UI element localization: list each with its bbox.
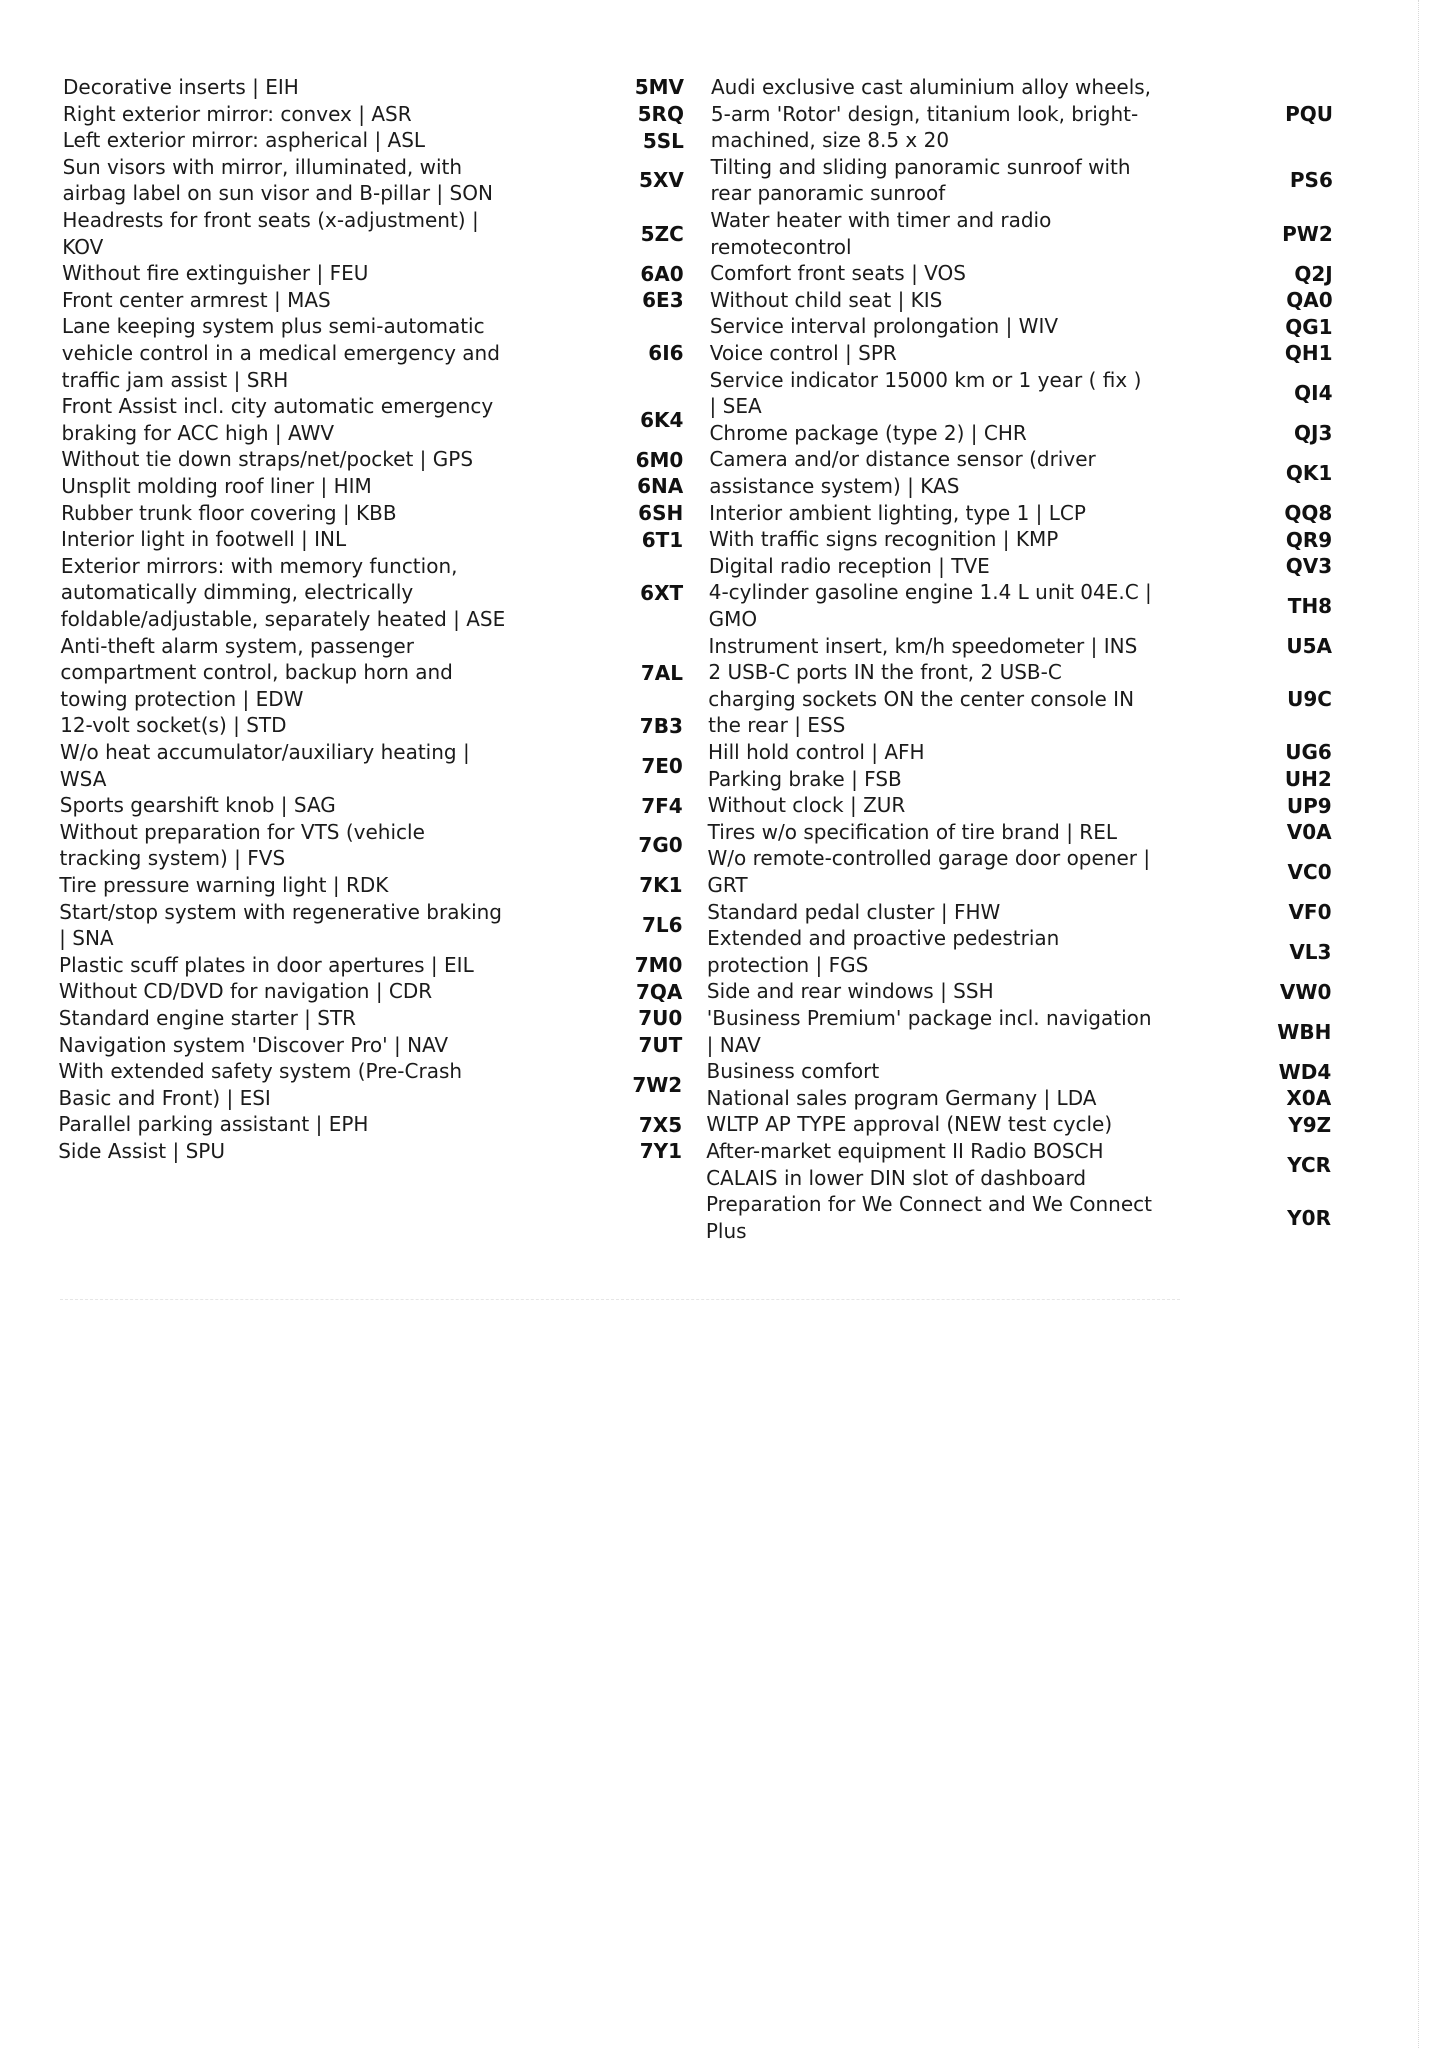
- option-code: 7F4: [641, 793, 683, 818]
- option-code: 7U0: [638, 1006, 683, 1031]
- option-code: 6SH: [638, 500, 684, 525]
- option-code: 7G0: [638, 833, 683, 858]
- equipment-description-line: Voice control | SPR: [709, 341, 897, 365]
- equipment-description-line: | SEA: [709, 394, 762, 419]
- option-code: QI4: [1294, 381, 1333, 406]
- option-code: 5SL: [642, 128, 684, 153]
- equipment-description-line: charging sockets ON the center console IN: [708, 686, 1135, 711]
- equipment-description-line: Extended and proactive pedestrian: [707, 926, 1060, 951]
- option-code: QQ8: [1284, 500, 1333, 525]
- option-code: 7K1: [639, 873, 683, 898]
- equipment-description-line: automatically dimming, electrically: [60, 580, 414, 605]
- option-code: QH1: [1284, 341, 1333, 366]
- equipment-description-line: Service indicator 15000 km or 1 year ( fix ): [709, 367, 1142, 392]
- equipment-description-line: Sun visors with mirror, illuminated, with: [62, 154, 463, 179]
- equipment-description-line: tracking system) | FVS: [59, 846, 286, 871]
- equipment-description-line: Preparation for We Connect and We Connect: [705, 1192, 1152, 1217]
- equipment-description-line: Parking brake | FSB: [707, 766, 902, 791]
- option-code: 6I6: [648, 341, 684, 366]
- equipment-description-line: vehicle control in a medical emergency and: [61, 341, 500, 365]
- option-code: 6E3: [642, 288, 684, 313]
- equipment-description-line: Start/stop system with regenerative braking: [59, 899, 502, 924]
- equipment-description-line: Standard engine starter | STR: [58, 1006, 357, 1030]
- option-code: TH8: [1287, 594, 1333, 618]
- option-code: VW0: [1279, 979, 1332, 1004]
- option-code: WBH: [1277, 1019, 1332, 1044]
- equipment-description-line: Without CD/DVD for navigation | CDR: [58, 979, 433, 1004]
- equipment-description-line: Chrome package (type 2) | CHR: [709, 420, 1027, 445]
- equipment-description-line: Interior light in footwell | INL: [60, 527, 347, 552]
- equipment-description-line: WSA: [59, 766, 107, 791]
- equipment-description-line: GRT: [707, 873, 748, 897]
- equipment-description-line: foldable/adjustable, separately heated | ASE: [60, 607, 506, 631]
- equipment-description-line: protection | FGS: [707, 952, 869, 977]
- equipment-description-line: traffic jam assist | SRH: [61, 367, 289, 392]
- option-code: 5MV: [634, 75, 684, 100]
- option-code: UH2: [1284, 766, 1332, 791]
- option-code: Y0R: [1287, 1205, 1331, 1230]
- option-code: UG6: [1285, 740, 1332, 765]
- equipment-description-line: Business comfort: [706, 1059, 880, 1084]
- option-code: Y9Z: [1288, 1112, 1332, 1137]
- scan-page-edge: [1418, 0, 1419, 2048]
- option-code: 7M0: [634, 953, 683, 978]
- equipment-description-line: Right exterior mirror: convex | ASR: [62, 101, 412, 126]
- option-code: 6NA: [637, 474, 684, 499]
- equipment-description-line: compartment control, backup horn and: [60, 660, 453, 685]
- equipment-description-line: | SNA: [59, 926, 114, 951]
- option-code: Q2J: [1294, 261, 1333, 286]
- equipment-description-line: Without tie down straps/net/pocket | GPS: [61, 447, 474, 472]
- equipment-description-line: rear panoramic sunroof: [710, 181, 946, 206]
- option-code: VC0: [1287, 860, 1332, 884]
- option-code: 7E0: [641, 753, 683, 778]
- equipment-description-line: 4-cylinder gasoline engine 1.4 L unit 04E.C |: [708, 580, 1152, 605]
- equipment-description-line: Rubber trunk floor covering | KBB: [61, 500, 397, 525]
- equipment-description-line: W/o heat accumulator/auxiliary heating |: [60, 740, 470, 764]
- equipment-description-line: WLTP AP TYPE approval (NEW test cycle): [706, 1112, 1113, 1137]
- equipment-description-line: Lane keeping system plus semi-automatic: [61, 314, 485, 339]
- option-code: V0A: [1286, 820, 1332, 845]
- equipment-description-line: Service interval prolongation | WIV: [709, 314, 1059, 339]
- equipment-description-line: Without preparation for VTS (vehicle: [59, 819, 425, 844]
- option-code: QV3: [1285, 554, 1333, 579]
- option-code: 6A0: [640, 261, 684, 286]
- option-code: 7UT: [638, 1032, 683, 1057]
- option-code: 5XV: [639, 168, 684, 193]
- option-code: QK1: [1285, 461, 1333, 485]
- equipment-description-line: Without child seat | KIS: [710, 287, 943, 312]
- equipment-description-line: Front center armrest | MAS: [62, 287, 331, 312]
- equipment-description-line: Hill hold control | AFH: [708, 740, 925, 764]
- equipment-description-line: Audi exclusive cast aluminium alloy wheels,: [711, 75, 1152, 99]
- equipment-description-line: Water heater with timer and radio: [710, 208, 1052, 232]
- option-code: UP9: [1286, 793, 1332, 818]
- equipment-description-line: Unsplit molding roof liner | HIM: [61, 474, 372, 498]
- option-code: PQU: [1285, 101, 1333, 126]
- option-code: YCR: [1287, 1152, 1332, 1177]
- equipment-description-line: Instrument insert, km/h speedometer | INS: [708, 633, 1138, 658]
- equipment-description-line: Interior ambient lighting, type 1 | LCP: [709, 500, 1086, 525]
- option-code: 6K4: [640, 407, 684, 432]
- scan-divider: [60, 1299, 1180, 1300]
- equipment-description-line: With traffic signs recognition | KMP: [708, 527, 1059, 552]
- equipment-description-line: Navigation system 'Discover Pro' | NAV: [58, 1032, 449, 1057]
- equipment-description-line: Comfort front seats | VOS: [710, 261, 966, 286]
- option-code: 7X5: [638, 1112, 683, 1137]
- equipment-description-line: the rear | ESS: [708, 713, 846, 738]
- equipment-description-line: Tilting and sliding panoramic sunroof with: [710, 154, 1131, 179]
- equipment-description-line: | NAV: [706, 1032, 761, 1057]
- option-code: 5ZC: [640, 221, 684, 246]
- option-code: 7QA: [635, 979, 683, 1004]
- equipment-description-line: Headrests for front seats (x-adjustment) |: [62, 208, 479, 232]
- equipment-description-line: Without fire extinguisher | FEU: [62, 261, 369, 286]
- equipment-description-line: machined, size 8.5 x 20: [710, 128, 950, 153]
- equipment-description-line: Camera and/or distance sensor (driver: [709, 447, 1096, 472]
- equipment-description-line: Standard pedal cluster | FHW: [707, 899, 1001, 924]
- option-code: 6T1: [641, 527, 684, 552]
- equipment-description-line: With extended safety system (Pre-Crash: [58, 1059, 463, 1084]
- option-code: 5RQ: [637, 101, 684, 126]
- option-code: X0A: [1286, 1086, 1332, 1111]
- equipment-description-line: Basic and Front) | ESI: [58, 1085, 271, 1110]
- equipment-description-line: Decorative inserts | EIH: [63, 75, 299, 99]
- option-code: 7B3: [639, 713, 683, 738]
- option-code: QR9: [1285, 527, 1333, 552]
- option-code: PS6: [1289, 168, 1333, 193]
- equipment-description-line: Digital radio reception | TVE: [708, 553, 990, 578]
- option-code: U9C: [1287, 687, 1332, 712]
- equipment-description-line: Tire pressure warning light | RDK: [59, 873, 389, 897]
- option-code: 7W2: [632, 1072, 683, 1097]
- option-code: PW2: [1282, 221, 1333, 246]
- equipment-description-line: Without clock | ZUR: [707, 793, 906, 818]
- equipment-description-line: Plastic scuff plates in door apertures | EIL: [59, 952, 474, 977]
- equipment-description-line: Anti-theft alarm system, passenger: [60, 633, 414, 658]
- option-code: QA0: [1286, 288, 1333, 313]
- equipment-description-line: Exterior mirrors: with memory function,: [60, 553, 458, 578]
- equipment-description-line: 'Business Premium' package incl. navigation: [706, 1006, 1152, 1030]
- option-code: 7Y1: [639, 1139, 683, 1164]
- equipment-description-line: Sports gearshift knob | SAG: [59, 793, 336, 818]
- equipment-description-line: 2 USB-C ports IN the front, 2 USB-C: [708, 660, 1062, 685]
- option-code: QJ3: [1294, 421, 1333, 446]
- equipment-description-line: Side and rear windows | SSH: [706, 979, 994, 1004]
- option-code: VL3: [1289, 939, 1332, 964]
- equipment-description-line: National sales program Germany | LDA: [706, 1085, 1097, 1110]
- equipment-description-line: Front Assist incl. city automatic emergency: [61, 394, 494, 419]
- option-code: 7L6: [641, 913, 683, 938]
- option-code: WD4: [1278, 1059, 1332, 1084]
- equipment-description-line: towing protection | EDW: [60, 686, 304, 711]
- equipment-description-line: Left exterior mirror: aspherical | ASL: [62, 128, 426, 153]
- equipment-description-line: airbag label on sun visor and B-pillar | SON: [62, 181, 493, 206]
- equipment-description-line: Side Assist | SPU: [58, 1139, 225, 1163]
- equipment-description-line: GMO: [708, 607, 758, 631]
- equipment-description-line: Parallel parking assistant | EPH: [58, 1112, 369, 1137]
- equipment-description-line: KOV: [62, 234, 104, 259]
- equipment-description-line: CALAIS in lower DIN slot of dashboard: [706, 1165, 1087, 1190]
- equipment-description-line: Plus: [705, 1218, 747, 1243]
- option-code: VF0: [1288, 899, 1332, 924]
- equipment-description-line: After-market equipment II Radio BOSCH: [706, 1139, 1104, 1163]
- option-code: U5A: [1286, 633, 1332, 658]
- equipment-description-line: W/o remote-controlled garage door opener |: [707, 846, 1151, 871]
- option-code: 6M0: [635, 447, 684, 472]
- equipment-description-line: remotecontrol: [710, 234, 852, 259]
- equipment-description-line: 12-volt socket(s) | STD: [60, 713, 287, 738]
- equipment-description-line: Tires w/o specification of tire brand | REL: [707, 819, 1117, 844]
- option-code: 6XT: [640, 580, 684, 605]
- equipment-description-line: braking for ACC high | AWV: [61, 420, 335, 445]
- option-code: 7AL: [640, 660, 683, 685]
- equipment-description-line: assistance system) | KAS: [709, 474, 960, 498]
- equipment-description-line: 5-arm 'Rotor' design, titanium look, bright-: [710, 101, 1139, 126]
- option-code: QG1: [1285, 314, 1333, 339]
